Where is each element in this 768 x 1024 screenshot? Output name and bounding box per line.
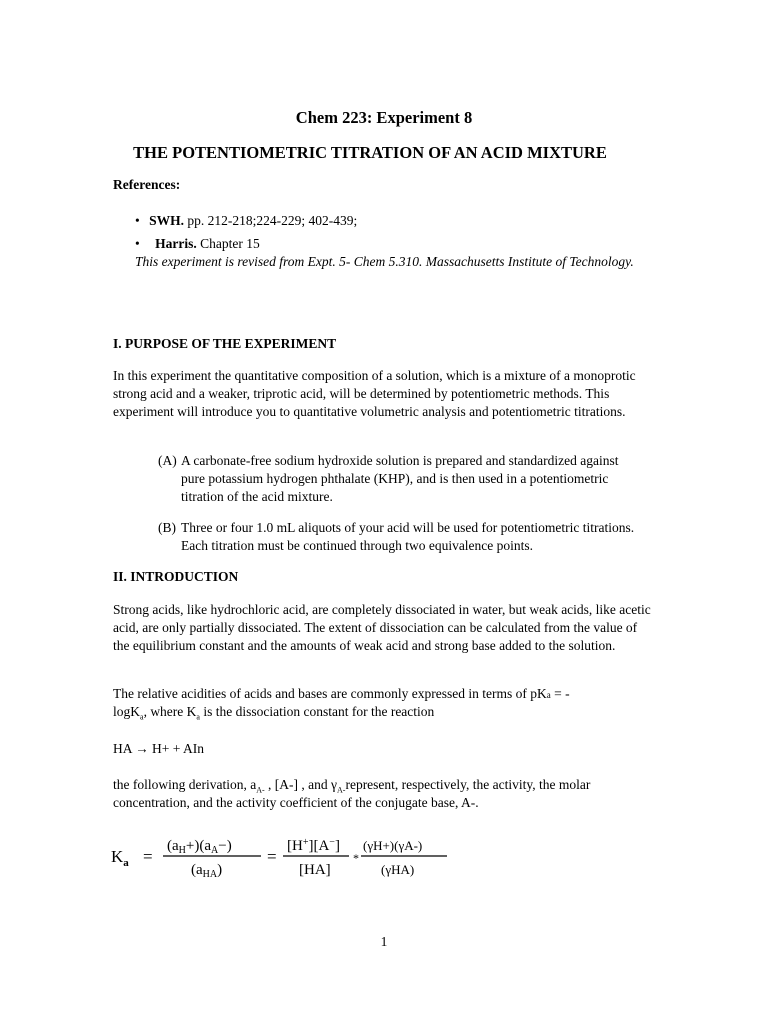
document-title: Chem 223: Experiment 8 xyxy=(295,108,473,127)
purpose-paragraph: In this experiment the quantitative composition of a solution, which is a mixture of a monoprotic strong acid and a weaker, triprotic acid, will be determined by potentiometric methods. This experiment will introduce you to quantitative volumetric analysis and potentiometric titrations. xyxy=(113,368,636,419)
reference-item-swh xyxy=(135,213,357,229)
reaction-equation: HA → H+ + AIn xyxy=(113,741,204,756)
section-heading-purpose: I. PURPOSE OF THE EXPERIMENT xyxy=(113,336,337,351)
pka-paragraph-line-1: The relative acidities of acids and bases are commonly expressed in terms of pKa = - xyxy=(113,686,570,701)
reference-pages: Chapter 15 xyxy=(196,236,260,251)
reference-author: SWH. xyxy=(149,213,184,228)
item-label: (B) xyxy=(158,520,176,535)
formula-multiply: * xyxy=(353,851,359,865)
bullet-icon: • xyxy=(135,236,140,251)
purpose-item-b xyxy=(158,519,642,555)
formula-concentration-numerator: [H+][A−] xyxy=(287,837,340,854)
formula-ka: $K_a$ xyxy=(111,847,129,869)
item-label: (A) xyxy=(158,453,177,468)
reference-pages: pp. 212-218;224-229; 402-439; xyxy=(184,213,358,228)
formula-equals-1: = xyxy=(143,847,153,866)
introduction-paragraph-1: Strong acids, like hydrochloric acid, are completely dissociated in water, but weak acids, like acetic acid, are only partially dissociated. The extent of dissociation can be calculated from the value of the equilibrium constant and the amounts of weak acid and strong base added to the solution. xyxy=(113,602,651,653)
pka-paragraph-line-2: logK$_a$, where $K_a$ is the dissociation constant for the reaction xyxy=(113,704,435,722)
formula-gamma-numerator: (γH+)(γA-) xyxy=(363,838,423,853)
formula-activity-denominator: $(a_{HA})$ xyxy=(191,862,223,880)
reference-item-harris xyxy=(135,236,260,252)
document-subtitle: THE POTENTIOMETRIC TITRATION OF AN ACID MIXTURE xyxy=(133,143,607,162)
derivation-line-2: concentration, and the activity coefficient of the conjugate base, A-. xyxy=(113,795,479,810)
reference-author: Harris. xyxy=(155,236,197,251)
item-text: A carbonate-free sodium hydroxide solution is prepared and standardized against pure potassium hydrogen phthalate (KHP), and is then used in a potentiometric titration of the acid mixture. xyxy=(181,453,619,504)
references-heading: References: xyxy=(113,177,181,192)
formula-concentration-denominator: [HA] xyxy=(299,862,331,878)
derivation-line-1: the following derivation, $a_{A-}$ , [A-] , and $\gamma_{A-}represent$, respectively, the activity, the molar xyxy=(113,777,591,795)
equilibrium-formula xyxy=(111,832,451,882)
section-heading-introduction: II. INTRODUCTION xyxy=(113,569,239,584)
revised-note: This experiment is revised from Expt. 5- Chem 5.310. Massachusetts Institute of Technology. xyxy=(135,254,634,269)
formula-equals-2: = xyxy=(267,847,277,866)
purpose-item-a xyxy=(158,452,642,506)
page-number: 1 xyxy=(380,934,388,949)
item-text: Three or four 1.0 mL aliquots of your acid will be used for potentiometric titrations. Each titration must be continued through two equivalence points. xyxy=(181,520,635,553)
bullet-icon: • xyxy=(135,213,140,228)
formula-activity-numerator: $(a_H+)(a_A-)$ xyxy=(167,838,232,856)
formula-gamma-denominator: (γHA) xyxy=(381,862,415,877)
